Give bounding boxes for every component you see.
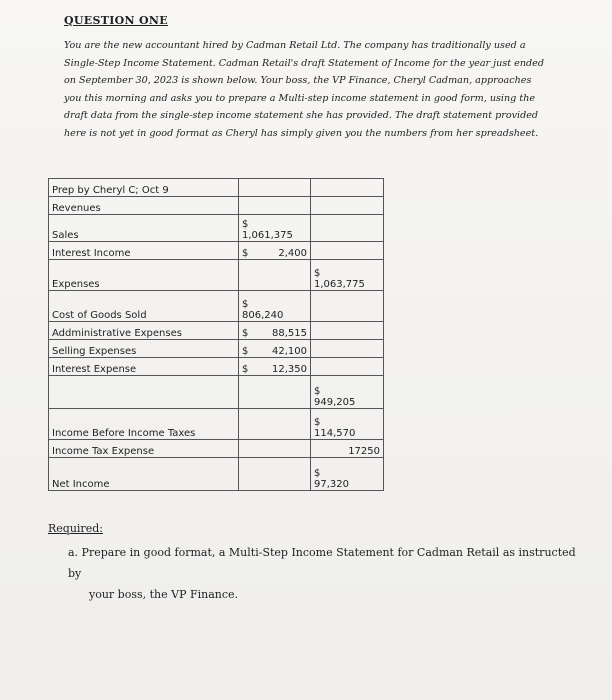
currency-symbol: $ <box>314 268 321 279</box>
expenses-label: Expenses <box>49 260 239 291</box>
cogs-value: 806,240 <box>242 310 284 321</box>
net-income-value: 97,320 <box>314 479 349 490</box>
admin-expenses-label: Addministrative Expenses <box>49 322 239 340</box>
selling-expenses-cell <box>239 340 311 358</box>
net-income-label: Net Income <box>49 458 239 491</box>
table-row <box>49 260 384 291</box>
interest-expense-value: 12,350 <box>272 364 307 375</box>
intro-line: here is not yet in good format as Cheryl has simply given you the numbers from her spreadsheet. <box>64 127 539 139</box>
currency-symbol: $ <box>242 299 249 310</box>
table-row <box>49 215 384 242</box>
income-before-taxes-cell <box>311 409 384 440</box>
table-row <box>49 242 384 260</box>
interest-expense-cell <box>239 358 311 376</box>
table-row <box>49 358 384 376</box>
intro-line: draft data from the single-step income statement she has provided. The draft statement provided <box>64 110 539 122</box>
currency-symbol: $ <box>314 417 321 428</box>
required-line: your boss, the VP Finance. <box>89 588 239 601</box>
admin-expenses-value: 88,515 <box>272 328 307 339</box>
prep-by-cell: Prep by Cheryl C; Oct 9 <box>49 179 239 197</box>
income-before-taxes-value: 114,570 <box>314 428 356 439</box>
income-tax-value: 17250 <box>311 440 384 458</box>
income-tax-label: Income Tax Expense <box>49 440 239 458</box>
currency-symbol: $ <box>314 386 321 397</box>
table-row <box>49 291 384 322</box>
table-row <box>49 322 384 340</box>
interest-income-cell <box>239 242 311 260</box>
cogs-label: Cost of Goods Sold <box>49 291 239 322</box>
table-row <box>49 458 384 491</box>
currency-symbol: $ <box>242 364 249 375</box>
cogs-cell <box>239 291 311 322</box>
interest-income-label: Interest Income <box>49 242 239 260</box>
currency-symbol: $ <box>242 248 249 259</box>
table-row <box>49 440 384 458</box>
net-income-cell <box>311 458 384 491</box>
intro-paragraph <box>64 37 554 143</box>
required-item-a <box>68 542 588 605</box>
sales-value: 1,061,375 <box>242 230 293 241</box>
interest-expense-label: Interest Expense <box>49 358 239 376</box>
intro-line: you this morning and asks you to prepare a Multi-step income statement in good form, using the <box>64 92 536 104</box>
sales-label: Sales <box>49 215 239 242</box>
draft-income-statement-table <box>48 178 384 491</box>
total-revenues-cell <box>311 260 384 291</box>
table-row <box>49 340 384 358</box>
table-row <box>49 179 384 197</box>
table-row <box>49 197 384 215</box>
interest-income-value: 2,400 <box>278 248 307 259</box>
total-revenues-value: 1,063,775 <box>314 279 365 290</box>
currency-symbol: $ <box>242 346 249 357</box>
total-expenses-cell <box>311 376 384 409</box>
intro-line: You are the new accountant hired by Cadman Retail Ltd. The company has traditionally used a <box>64 40 526 51</box>
question-title: QUESTION ONE <box>64 14 168 27</box>
sales-value-cell <box>239 215 311 242</box>
currency-symbol: $ <box>242 328 249 339</box>
currency-symbol: $ <box>242 219 249 230</box>
total-expenses-value: 949,205 <box>314 397 356 408</box>
required-line: a. Prepare in good format, a Multi-Step Income Statement for Cadman Retail as instructed by <box>68 546 576 580</box>
selling-expenses-label: Selling Expenses <box>49 340 239 358</box>
intro-line: Single-Step Income Statement. Cadman Retail's draft Statement of Income for the year just ended <box>64 57 544 69</box>
required-heading: Required: <box>48 522 103 535</box>
admin-expenses-cell <box>239 322 311 340</box>
revenues-label: Revenues <box>49 197 239 215</box>
income-before-taxes-label: Income Before Income Taxes <box>49 409 239 440</box>
intro-line: on September 30, 2023 is shown below. Your boss, the VP Finance, Cheryl Cadman, approaches <box>64 75 532 87</box>
table-row <box>49 409 384 440</box>
selling-expenses-value: 42,100 <box>272 346 307 357</box>
currency-symbol: $ <box>314 468 321 479</box>
table-row <box>49 376 384 409</box>
